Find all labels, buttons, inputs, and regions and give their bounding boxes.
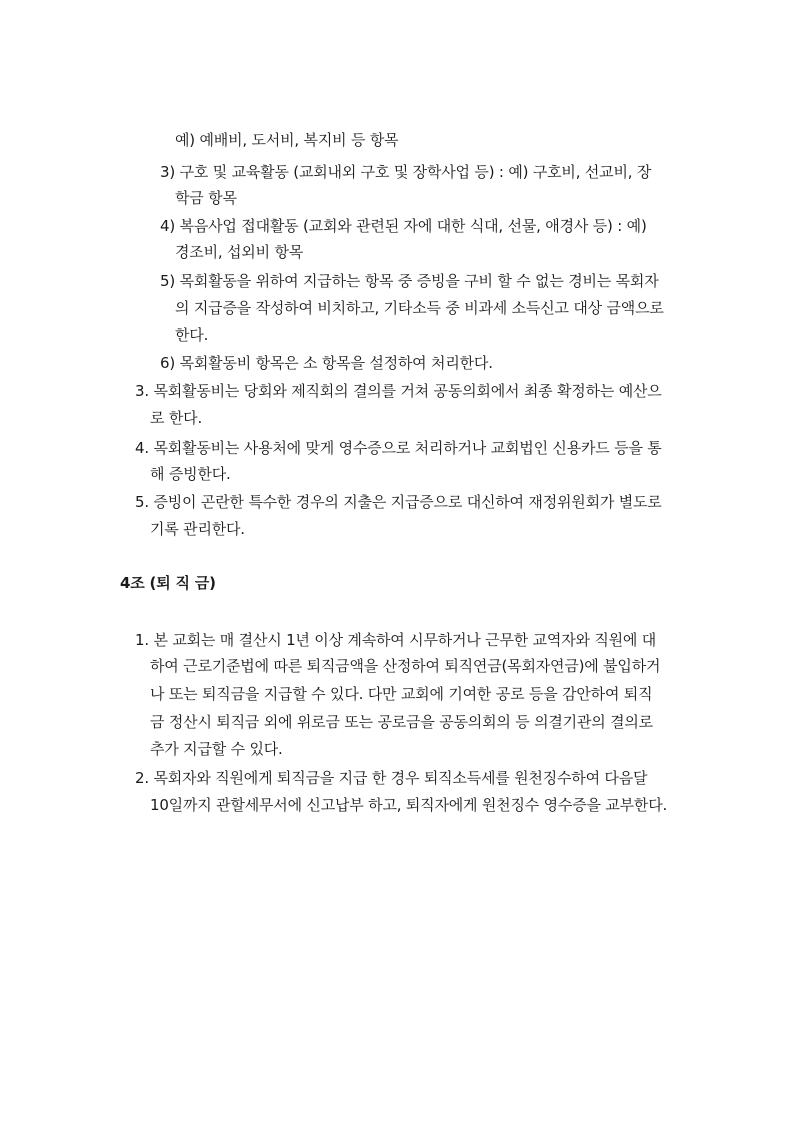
list-item-6: 6) 목회활동비 항목은 소 항목을 설정하여 처리한다. bbox=[160, 354, 493, 372]
section-4-clause-1-line-2: 하여 근로기준법에 따른 퇴직금액을 산정하여 퇴직연금(목회자연금)에 불입하거 bbox=[150, 657, 661, 675]
list-item-3-line-2: 학금 항목 bbox=[175, 189, 237, 207]
clause-4-line-1: 4. 목회활동비는 사용처에 맞게 영수증으로 처리하거나 교회법인 신용카드 등을 통 bbox=[135, 439, 662, 457]
list-item-4-line-1: 4) 복음사업 접대활동 (교회와 관련된 자에 대한 식대, 선물, 애경사 등) : 예) bbox=[160, 217, 647, 235]
list-item-3-line-1: 3) 구호 및 교육활동 (교회내외 구호 및 장학사업 등) : 예) 구호비, 선교비, 장 bbox=[160, 163, 652, 181]
section-4-clause-2-line-2: 10일까지 관할세무서에 신고납부 하고, 퇴직자에게 원천징수 영수증을 교부한다. bbox=[150, 796, 668, 814]
clause-4-line-2: 해 증빙한다. bbox=[150, 465, 231, 483]
list-item-5-line-2: 의 지급증을 작성하여 비치하고, 기타소득 중 비과세 소득신고 대상 금액으로 bbox=[175, 299, 664, 317]
section-4-clause-1-line-4: 금 정산시 퇴직금 외에 위로금 또는 공로금을 공동의회의 등 의결기관의 결의로 bbox=[150, 713, 653, 731]
section-4-clause-1-line-3: 나 또는 퇴직금을 지급할 수 있다. 다만 교회에 기여한 공로 등을 감안하여 퇴직 bbox=[150, 685, 653, 703]
clause-3-line-2: 로 한다. bbox=[150, 409, 203, 427]
section-4-clause-1-line-5: 추가 지급할 수 있다. bbox=[150, 740, 283, 758]
clause-3-line-1: 3. 목회활동비는 당회와 제직회의 결의를 거쳐 공동의회에서 최종 확정하는 예산으 bbox=[135, 382, 662, 400]
clause-5-line-1: 5. 증빙이 곤란한 특수한 경우의 지출은 지급증으로 대신하여 재정위원회가 별도로 bbox=[135, 493, 662, 511]
section-heading: 4조 (퇴 직 금) bbox=[120, 574, 216, 592]
section-4-clause-2-line-1: 2. 목회자와 직원에게 퇴직금을 지급 한 경우 퇴직소득세를 원천징수하여 다음달 bbox=[135, 769, 648, 787]
list-item-4-line-2: 경조비, 섭외비 항목 bbox=[175, 243, 304, 261]
clause-5-line-2: 기록 관리한다. bbox=[150, 520, 245, 538]
list-item-2-continuation: 예) 예배비, 도서비, 복지비 등 항목 bbox=[175, 131, 399, 149]
section-4-clause-1-line-1: 1. 본 교회는 매 결산시 1년 이상 계속하여 시무하거나 근무한 교역자와 직원에 대 bbox=[135, 631, 657, 649]
list-item-5-line-3: 한다. bbox=[175, 326, 209, 344]
list-item-5-line-1: 5) 목회활동을 위하여 지급하는 항목 중 증빙을 구비 할 수 없는 경비는 목회자 bbox=[160, 272, 659, 290]
